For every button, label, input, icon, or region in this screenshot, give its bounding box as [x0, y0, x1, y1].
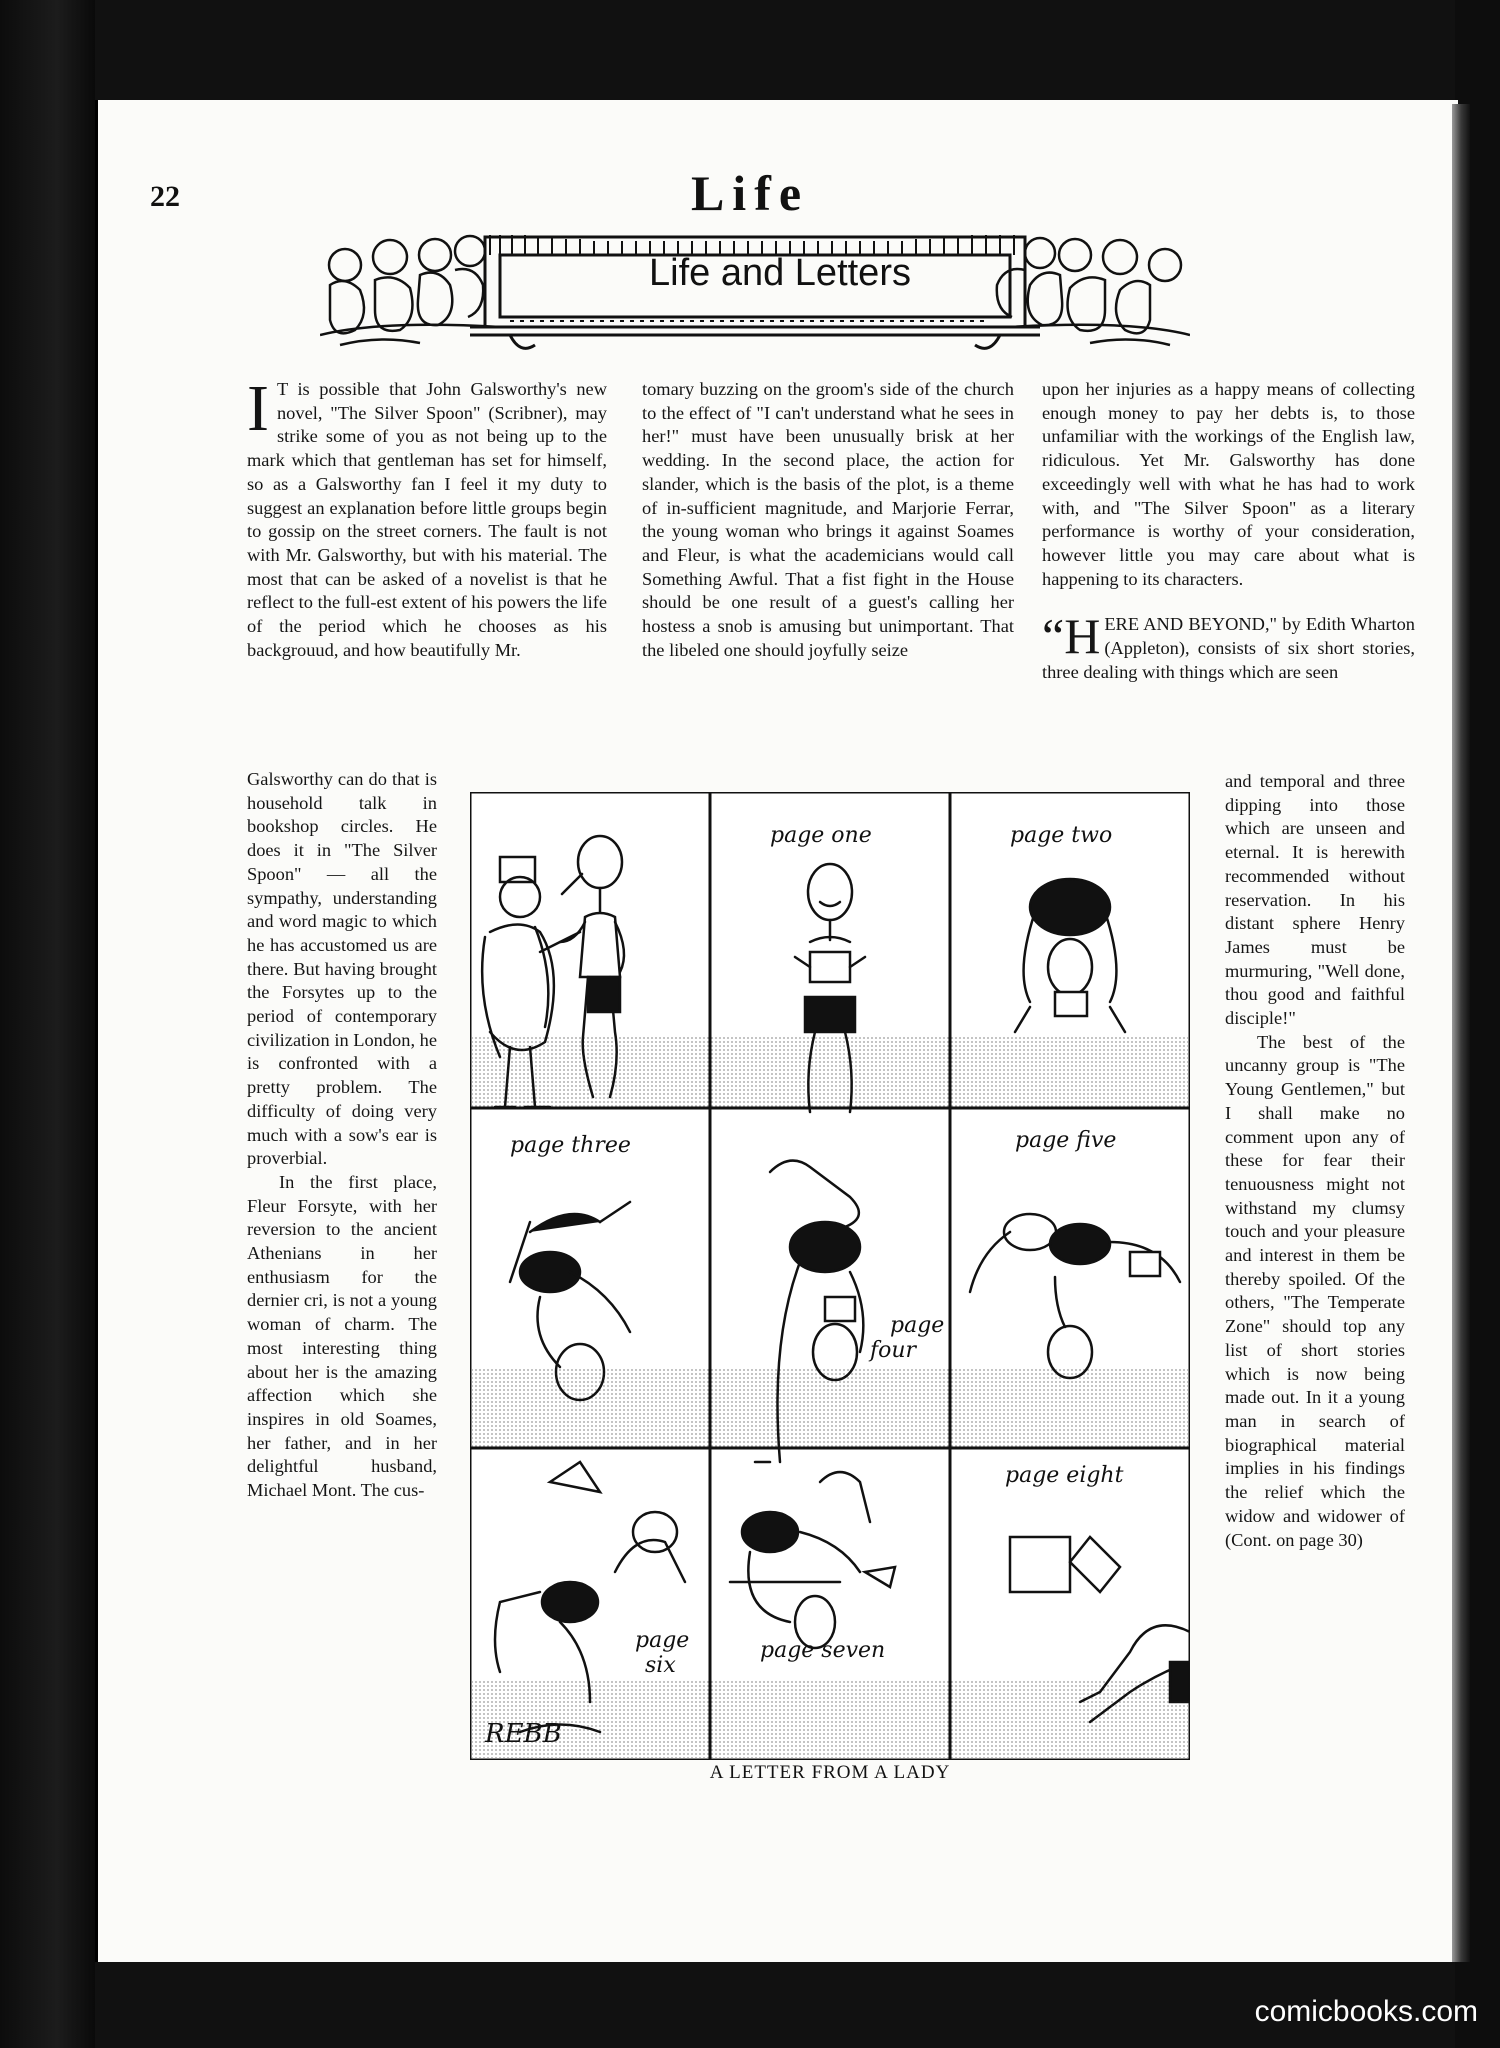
article-column-1 — [247, 372, 607, 662]
cartoon-strip — [470, 792, 1190, 1760]
label-page-six-bottom: six — [645, 1653, 676, 1678]
floor-shading-row-3 — [472, 1680, 1188, 1758]
article-paragraph: Galsworthy can do that is household talk in bookshop circles. He does it in "The Silver Spoon" — all the sympathy, understanding and word magic to which he has accustomed us are there. But having brought the Forsytes up to the period of contemporary civilization in London, he is confronted with a pretty problem. The difficulty of doing very much with a sow's ear is proverbial. — [247, 769, 437, 1169]
label-page-two: page two — [1010, 823, 1113, 848]
article-paragraph: T is possible that John Galsworthy's new novel, "The Silver Spoon" (Scribner), may strike some of you as not being up to the mark which that gentleman has set for himself, so as a Galsworthy fan I feel it my duty to suggest an explanation before little groups begin to gossip on the street corners. The fault is not with Mr. Galsworthy, but with his material. The most that can be asked of a novelist is that he reflect to the full-est extent of his powers the life of the period which he chooses as his backgrouud, and how beautifully Mr. — [247, 379, 607, 660]
page-binding-shadow — [1452, 104, 1470, 1962]
scan-edge-left — [0, 0, 95, 2048]
label-page-five: page five — [1015, 1128, 1117, 1153]
article-paragraph: The best of the uncanny group is "The Young Gentlemen," but I shall make no comment upon any of these for fear their tenuousness might not withstand my clumsy touch and your pleasure and interest in them be thereby spoiled. Of the others, "The Temperate Zone" should top any list of short stories which is now being made out. In it a young man in search of biographical material implies in his findings the relief which the widow and widower of (Cont. on page 30) — [1225, 1031, 1405, 1550]
cartoon-caption: A LETTER FROM A LADY — [709, 1762, 951, 1783]
article-column-1-narrow — [247, 768, 437, 1503]
section-title: Life and Letters — [649, 252, 911, 294]
label-page-one: page one — [770, 823, 872, 848]
page-number: 22 — [150, 180, 180, 213]
article-column-3-narrow — [1225, 770, 1405, 1552]
article-paragraph: and temporal and three dipping into those which are unseen and eternal. It is herewith recommended without reservation. In his distant sphere Henry James must be murmuring, "Well done, thou good and faithful disciple!" — [1225, 771, 1405, 1029]
label-page-seven: page seven — [760, 1638, 886, 1663]
label-page-four-top: page — [890, 1313, 945, 1338]
masthead: Life — [690, 165, 810, 221]
label-page-four-bottom: four — [870, 1338, 917, 1363]
cherub-group-left — [320, 236, 500, 345]
label-page-three: page three — [510, 1133, 631, 1158]
article-column-3 — [1042, 378, 1415, 684]
label-page-six-top: page — [635, 1628, 690, 1653]
label-page-eight: page eight — [1005, 1463, 1124, 1488]
article-paragraph: ERE AND BEYOND," by Edith Wharton (Appleton), consists of six short stories, three dealing with things which are seen — [1042, 614, 1415, 682]
article-paragraph: upon her injuries as a happy means of collecting enough money to pay her debts is, to those unfamiliar with the workings of the English law, ridiculous. Yet Mr. Galsworthy has done exceedingly well with what he has had to work with, and "The Silver Spoon" as a literary performance is worthy of your consideration, however little you may care about what is happening to its characters. — [1042, 379, 1415, 589]
artist-signature: REBB — [485, 1719, 562, 1749]
drop-cap: I — [247, 372, 269, 445]
article-paragraph: In the first place, Fleur Forsyte, with her reversion to the ancient Athenians in her enthusiasm for the dernier cri, is not a young woman of charm. The most interesting thing about her is the amazing affection which she inspires in old Soames, her father, and in her delightful husband, Michael Mont. The cus- — [247, 1171, 437, 1501]
drop-cap: “H — [1042, 608, 1101, 665]
floor-shading-row-1 — [472, 1037, 1188, 1107]
watermark: comicbooks.com — [1254, 1995, 1478, 2028]
article-paragraph: tomary buzzing on the groom's side of the church to the effect of "I can't understand what he sees in her!" must have been unusually brisk at her wedding. In the second place, the action for slander, which is the basis of the plot, is a theme of in-sufficient magnitude, and Marjorie Ferrar, the young woman who brings it against Soames and Fleur, is what the academicians would call Something Awful. That a fist fight in the House should be one result of a guest's calling her hostess a snob is amusing but unimportant. That the libeled one should joyfully seize — [642, 379, 1014, 660]
article-column-2 — [642, 378, 1014, 662]
